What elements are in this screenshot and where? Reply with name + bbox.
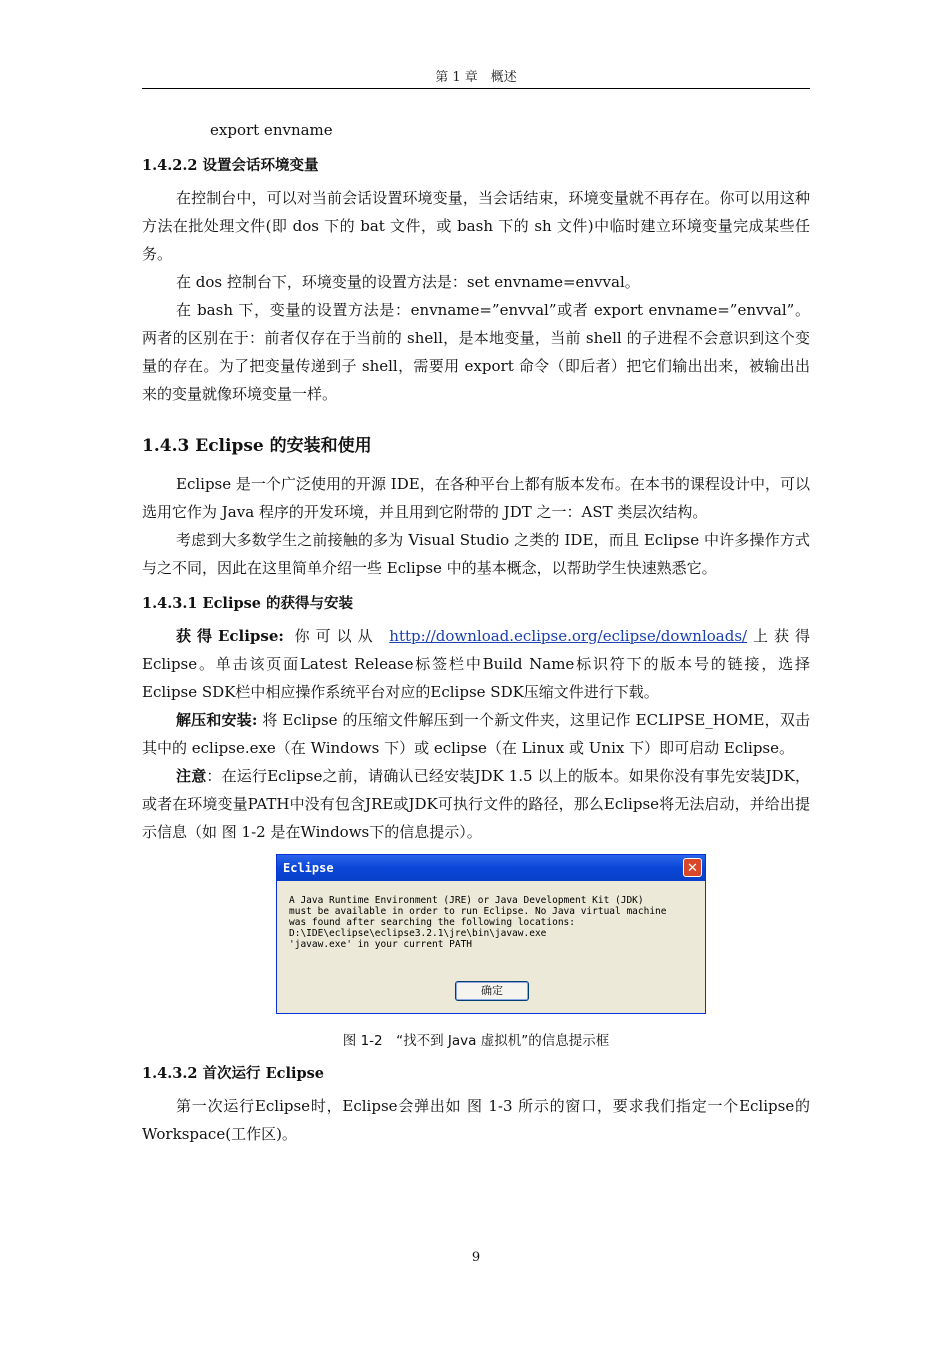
header-rule — [142, 88, 810, 89]
heading-1-4-2-2: 1.4.2.2 设置会话环境变量 — [142, 157, 319, 174]
paragraph-unzip — [142, 706, 810, 762]
heading-1-4-3-1: 1.4.3.1 Eclipse 的获得与安装 — [142, 595, 354, 612]
dialog-title: Eclipse — [283, 861, 334, 875]
paragraph: 考虑到大多数学生之前接触的多为 Visual Studio 之类的 IDE，而且 Eclipse 中许多操作方式与之不同，因此在这里简单介绍一些 Eclipse 中的基本概念，以帮助学生快速熟悉它。 — [142, 531, 810, 577]
export-command-line: export envname — [210, 121, 333, 139]
heading-1-4-3-2: 1.4.3.2 首次运行 Eclipse — [142, 1065, 325, 1082]
paragraph: 在 dos 控制台下，环境变量的设置方法是：set envname=envval。 — [176, 273, 640, 291]
page-number: 9 — [471, 1250, 481, 1265]
lead-note: 注意 — [176, 767, 207, 785]
content-area — [142, 116, 810, 1148]
paragraph: 在 bash 下，变量的设置方法是：envname=”envval”或者 export envname=”envval”。两者的区别在于：前者仅存在于当前的 shell，是本地变量，当前 shell 的子进程不会意识到这个变量的存在。为了把变量传递到子 shell，需要用 export 命令（即后者）把它们输出出来，被输出出来的变量就像环境变量一样。 — [142, 301, 810, 403]
lead-unzip: 解压和安装: — [176, 711, 258, 729]
dialog-titlebar — [277, 855, 705, 881]
download-link[interactable]: http://download.eclipse.org/eclipse/downloads/ — [389, 627, 748, 645]
paragraph-note — [142, 762, 810, 846]
paragraph-get-eclipse — [142, 622, 810, 706]
running-header: 第 1 章 概述 — [435, 70, 517, 85]
figure-caption: 图 1-2 “找不到 Java 虚拟机”的信息提示框 — [342, 1033, 610, 1049]
close-icon[interactable]: ✕ — [683, 858, 702, 877]
ok-button[interactable]: 确定 — [455, 981, 529, 1001]
paragraph: 第一次运行Eclipse时，Eclipse会弹出如 图 1-3 所示的窗口，要求我们指定一个Eclipse的Workspace(工作区)。 — [142, 1097, 810, 1143]
paragraph: Eclipse 是一个广泛使用的开源 IDE，在各种平台上都有版本发布。在本书的课程设计中，可以选用它作为 Java 程序的开发环境，并且用到它附带的 JDT 之一：AST 类层次结构。 — [142, 475, 810, 521]
paragraph: 在控制台中，可以对当前会话设置环境变量，当会话结束，环境变量就不再存在。你可以用这种方法在批处理文件(即 dos 下的 bat 文件，或 bash 下的 sh 文件)中临时建立环境变量完成某些任务。 — [142, 189, 810, 263]
text-fragment: ：在运行Eclipse之前，请确认已经安装JDK 1.5 以上的版本。如果你没有事先安装JDK，或者在环境变量PATH中没有包含JRE或JDK可执行文件的路径，那么Eclipse将无法启动，并给出提示信息（如 图 1-2 是在Windows下的信息提示）。 — [142, 767, 810, 841]
dialog-message: A Java Runtime Environment (JRE) or Java Development Kit (JDK) must be available in order to run Eclipse. No Java virtual machine was found after searching the following locations: D:\IDE\eclipse\eclipse3.2.1\jre\bin\javaw.exe 'javaw.exe' in your current PATH — [289, 895, 667, 950]
figure-1-2 — [276, 854, 708, 1014]
text-fragment: 上获得Eclipse。单击该页面Latest Release标签栏中Build Name标识符下的版本号的链接，选择Eclipse SDK栏中相应操作系统平台对应的Eclipse SDK压缩文件进行下载。 — [142, 627, 810, 701]
heading-1-4-3: 1.4.3 Eclipse 的安装和使用 — [142, 436, 372, 456]
text-fragment: 你可以从 — [283, 627, 390, 645]
text-fragment: 将 Eclipse 的压缩文件解压到一个新文件夹，这里记作 ECLIPSE_HOME，双击其中的 eclipse.exe（在 Windows 下）或 eclipse（在 Linux 或 Unix 下）即可启动 Eclipse。 — [142, 711, 810, 757]
eclipse-error-dialog — [276, 854, 706, 1014]
lead-get-eclipse: 获得Eclipse: — [176, 627, 284, 645]
